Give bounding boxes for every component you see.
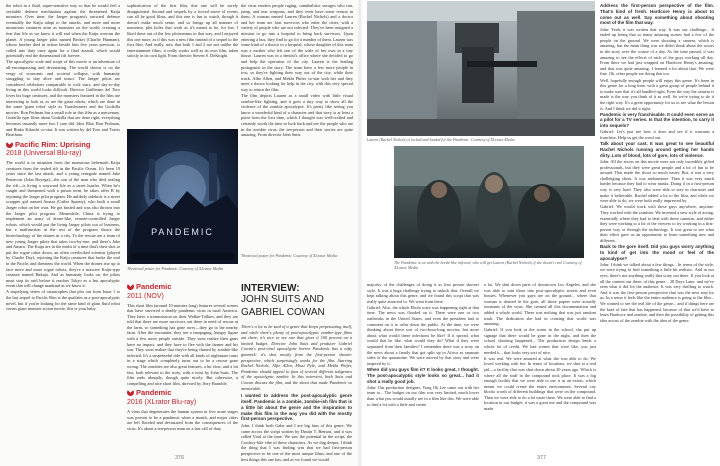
section-subtitle: 2016 (XLrator Blu-ray) [127,398,197,406]
section-heading [127,389,238,398]
body-paragraph: the virus renders people raging, cannibalistic savages who run, jump, and tear weapons, and they even have some reason in them. A woman named Lauren (Rachel Nichols) and a doctor and her team are four survivors who enter the cities, with a variety of people who are not infected. They've been assigned a mission to go into a hospital to bring back survivors. Upon entering a bus, they find to go for a number of them. Lauren was some kind of a doctor in a hospital, whose daughter of this team was a mother who left one of the scale of her own in a tiny house. Lauren was in a dentist's office where she decided to go and help the operation of the city. Lauren is the leading protagonist in the story. The team have a few more people in tow, so they're fighting their way out of the city, while their truck. Alfie Allen, and Mekhi Phifer co-star with her and they meet a doctor looking for help in the city, with this very special way to return the film. [241,3,353,92]
poster-caption: Theatrical poster for Pandemic. Courtesy of XLrator Media [127,266,223,271]
left-column-2-top [127,3,238,129]
poster-title: PANDEMIC [151,227,214,237]
interview-heading: INTERVIEW: [241,283,300,294]
section-title: Pandemic [136,282,172,291]
body-paragraph: sophistication of the first film, this one will be sorely disappointed. Second and sequels by a forced move of events can all be good films, and this one is fun to watch, though it doesn't make much sense, and so brings up all manner of nonsense, plot holes that work as it's meant to be, for fun. I liked these out of the few plotstreams in that way, and I enjoyed this one more, as if this was a new film instead of a sequel to the first film. And really, now that both 1 and 2 are not unlike the entertainment films, it really works well as its own film, taken strictly in its own light. From director Steven S. DeKnight. [127,3,238,59]
section-heading [127,283,238,292]
body-paragraph: A stupefying series of catastrophes that plot out from Issue 1 to the last sequel to Pacific Rim is the qualities as a post-apocalyptic novel, but if you're looking for the same kind of giant fluid robot versus giant monster action movie, this is your baby. [6,289,120,312]
body-paragraph: The film depicts Lauren as a small video with little visual zombie-like fighting, and it goes a tiny way to show all the violence of the zombie apocalypse. It's pretty like seeing you know a wonderful kind of a character and that story is at least a point from the first time, which I thought was well-crafted and certainly worth the time to look back and see the people who are in the zombie virus, the ten-person and their stories are quite amazing. From director John Suits. [241,93,353,138]
pacman-bullet-icon [127,389,134,396]
movie-still-photo-infected [394,146,584,258]
interview-answer: John: I think we talked about a few things... In terms of the style, we were trying to find something a little bit realistic. And in our eyes, there's not anything really that scary out there. If you look at all the content out there, of this genre... 28 Days Later, and we've seen what it did for the audience. It was very thrilling to watch. And it was the first-person perspective that was the next step for us. In a sense it feels like the entire audience is going to the film... We wanted to see the real life of the genre... and if things here are the kind of fate that has happened, because of that we'd have to learn Hardcore and zombie, and then the possibility of getting this idea across of the zombie with the idea of the genre. [600,261,714,323]
poster-credit-strip [131,253,234,260]
section-subtitle: 2018 (Universal Blu-ray) [6,150,82,158]
page-gutter [357,0,363,466]
interview-answer: John: Yeah, it was written that way. It was our challenge... It ended up being that so many amazing stories had a few of the people on the ground. We were shooting a camera, which is amazing, but the main thing was we didn't think about the actors in the story over the course of a day. As the time passed, it was amazing to see the effects of each of the guys working all day. From there we had just wrapped on Hardcore Henry's amazing, and that was quite amazing. I learned a lot about that. We were fine. Ok, other people are doing that too. [600,26,714,77]
section-title: Pandemic [136,388,172,398]
right-column-3 [600,3,714,455]
body-paragraph: the robot in a fluid, super-sensitive way so that he would feel a veritable defense mechanism against the threatened Kaiju monsters. Over time, the Jaeger program's outward defense eventually the Kaiju adapt to the attacks, and more and more monstrous creatures arise as monsters on the world, creating a fear that life as we know it will end when the Kaiju overrun the planet. A young Jaeger pilot named Becket (Charlie Hunnam), whose brother died in action beside him five years previous, is called into duty once again for a final assault, which would potentially end the dimensional rift forever. [6,3,120,59]
interview-question: When did you guys film it? It looks great, I thought. The post-apocalyptic style looks so great... had it shot a really good job. [367,366,479,384]
body-paragraph: The world is in ruination from the monstrous behemoth Kaiju creatures from the sealed rift in the Pacific Ocean. It's been 10 years since the last attack, and a young renegade named Jake Pentecost (John Boyega)—the son of the man who died sealing the rift—is living a wayward life as a street hustler. When he's caught and threatened with a prison term, he takes offer B by rejoining the Jaeger pilot program. He unlikely sidekick is a street scrapper girl named Amara (Cailee Spaeny), who built a small Jaeger robot on her own. He got busted and was also thrown into the Jaeger pilot program. Meanwhile, China is trying to implement an army of drone-like, remote-controlled Jaeger robots, which would put the living Jaeger pilots out of business, but a malfunction in the rest of the program shows the biotechnology of the drones in a city. To the rescue are a team of new young Jaeger pilots that takes two-by-one, and there's Jake and Amara. The Kaiju are in the midst of a time that's their shot to put the rogue robot down, an often overlooked scientist (played by Charlie Day), rejoining the Kaiju creatures that broke the seal in the Pacific and threatens the world. When the drones rise up to face more and more rogue robots, they're a massive Kaiju-type creature named Hakuja. And as humanity looks on, the pilots must stop its raid before it reaches Tokyo as a last apocalyptic event that will change mankind as we know it. [6,160,120,289]
body-paragraph: It was real. We were amazed at what she was able to do. We loved working with her. In terms of locations, we shot at a real jail—a facility that was shut down about 20 years ago. Which is where all the stuff in the compound took place. It was a big enough facility that we were able to use it as an extras, which meant we could create the entire environment. Several city blocks worth of different buildings that were on the compound. Then we were able to do a lot more there. We were able to find a location in our budget; it was a great use and the compound was made. [484,355,596,412]
interview-answer: Gabriel: Let's just see how it does and see if it warrants a franchise. Help us get the word out. [600,129,714,141]
photo2-artwork [394,146,584,258]
right-column-2 [484,282,596,454]
page-number-left: 376 [175,455,185,461]
section-title: Pacific Rim: Uprising [15,139,91,149]
pacman-bullet-icon [127,283,134,290]
interview-answer: John: I think both Gabe and I are big fans of this genre. We came across the script written by Dustin T. Benson, and it was called Viral at the time. We saw the potential in the script, the Cowboy-like vibe of these characters. As we dug deeper, I think the thing that I was finding was that we had first-person perspective to be one of the most unique films, and one of the best things this one has, and as we found we would [241,423,352,462]
interview-question: Talk about your cast. It was great to see beautiful Rachel Nichols running around getting her hands dirty. Lots of blood, lots of gore, lots of violence. [600,141,714,158]
page-number-right: 377 [537,455,547,461]
pacman-bullet-icon [6,141,13,148]
body-paragraph: This short film (around 10 minutes long) features several scenes that have survived a deadly pandemic virus in rural America. They have a transmission on their Walkie-Talkies, and they are told that there are more survivors out there in need of rescue at the farm, so something has gone awry—they go to the nearby farm. After the encounter, they see a rampaging, hungry figure with a few more people outside. They soon realize their guns have no impact, and they have to flee with the farmer and his son. They soon realize that they're being chased by zombie-like infected. It's a suspenseful ride with all kinds of nightmare turns in a stage which completely turns out to be a rescue gone wrong. The zombies are also great features, a bit slow, and a bit fast, both relevant to the story, with a twist by John Suits. The film ends abruptly, though quite nicely. But otherwise, a compelling and nice short film, directed by Jerry Bramble. [127,302,238,386]
section-heading [6,141,120,150]
photo2-caption: The Pandemic is on with the horde-like infected, who will get Lauren (Rachel Nichols) if she doesn't run! Courtesy of XLrator Media [394,260,582,270]
left-column-2-bottom [127,283,238,459]
left-column-3-top [241,3,353,251]
interview-answer: John: All the actors on this movie were not only incredibly gifted professionals, but they were great people and a lot of fun to be around. That made the shoot so much easier. But, it was a very challenging shoot. It was midsummer. Then it was very much harder because they had to wear masks. Doing it in a first-person way is very hard. They also were able to stay in character and make it believable. Rachel added a lot to the film, and while we were able to do, we were both really impressed by. [600,159,714,204]
interview-question: Address the first-person perspective of the film. That's kind of fresh. Hardcore Henry is about to come out as well. Say something about shooting most of the film that way. [600,3,714,26]
pandemic-poster-image [127,129,238,264]
body-paragraph: A virus that degenerates the human system in five acute stages was proven to be a pandemic when a month, and major cities are left flooded and devastated from the consequences of the virus. It's about a ten-person team on a last call of duty [127,408,238,431]
interview-answer: Gabriel: We would work with these guys anywhere, anytime. They worked with the zombies. We invested a new style of acting, essentially where they had to deal with these cameras, and either they were working to a lot of the viewers to try working in a first-person way or through the technology. It was great to see what their effort gave us an opportunity to learn something new and different. [600,204,715,243]
body-paragraph: Gabriel: Also, the whole Ebola scare was happening right at that time. The news was flooded on it. There were one or two outbreaks in the United States, and even the president had to comment on it to calm down the public. At the time, we were thinking about these sort of two-hour-long movies, but more about what would these infections be like? If it spread, what would that be like, what would they do? What if they were separated from their families? I remember there was a story on the news about a family that got split up in Africa as separate sides of the quarantine. We were moved by that story and were inspired by it. [367,304,479,366]
body-paragraph: The apocalyptic scale and scope of this movie is an adventure of all-encompassing and devastating. The world shown is on the verge of economic and societal collapse, with humanity struggling to stay alive and intact. The Jaeger pilots are considered celebrities comparable to rock stars, and day-to-day living in this world looks difficult. Director Guillermo del Toro loves his huge creatures, and the monsters featured in the film are interesting to look at, as are the giant robots, which are done in the same 'giant robot' style as Transformers and the Godzilla movies. Ron Perlman has a small role in this film as a mercenary. Godzilla type films about Godzilla that are done right, everything becomes instantly more fun. I sure did. Idris Elba, Ron Perlman, and Rinko Kikuchi co-star. It was written by del Toro and Travis Beacham. [6,59,120,138]
interview-answer: Well, hopefully enough people will enjoy this genre. It's been in this genre for a long time, with a great group of people behind it to make sure that it's all handled right. Even the way the camera is made is the way you think of it as well. So we're trying to do it the right way. It's a great opportunity for us to see what the lesson is. And I think we did it right. [600,77,714,111]
photo1-artwork [367,1,595,136]
section-subtitle: 2011 (NOV) [127,292,164,300]
interview-name-1: JOHN SUITS AND [241,294,324,305]
body-paragraph: a lot. We shut down parts of downtown Los Angeles, and she was able to turn those into post-apocalyptic streets and even houses. Whenever you guys are on the ground... where that woman is doused in the gore, all those papers were actually remnants of the virus. She created all this documentation and added a whole world. There was nothing that was just random trash. The dedication she had in creating that world was amazing. [484,282,596,327]
right-column-1 [367,282,479,454]
interview-question: Back to the gore itself. Did you guys worry anything to kind of get into the mood or feel of the apocalypse? [600,243,714,261]
interview-question: Pandemic is very franchisable. It could even serve as a pilot for a TV series. Is that the intention, to carry it into sequels? [600,111,714,129]
interview-intro-block [241,324,352,462]
interview-names [241,294,353,319]
interview-question: I wanted to address the post-apocalyptic genre itself. Pandemic is a zombie, zombie-ish film that is a little bit about the genre and the inspiration to make this film in the way you did with the mostly first-person perspective. [241,393,352,422]
body-paragraph: Gabriel: If you look at the scene in the school, she put up signage that there would be gone in the night, and then the school shooting happened... The production design lends a whole lot of credit. We had scenes that were like, you just needed it... that looks very sort of nice. [484,327,596,355]
interview-answer: John: Our production designer, Yong Ok Lee came out with her team to... The budget on our film was very limited, much lower than what you would usually see in a film like this. We were able to find a lot with a little and create [367,384,479,407]
movie-still-photo-lauren [367,1,595,136]
left-column-1 [6,3,120,453]
body-paragraph: majority of the challenges of doing it as first person shooter style. It was a huge challenge trying to unlock that. Overall we kept talking about this genre, and we found this script that was really quite attracted to. We went from there. [367,282,479,304]
photo-caption: Theatrical poster for Pandemic. Courtesy of XLrator Media [241,253,337,258]
interview-intro: There's a lot to be said of a genre that keeps perpetuating itself, and while there's plenty of post-apocalyptic zombie-type films out there, it's nice to see one that gives it 100 percent on a limited budget. Director John Suits and producer Gabriel Cowan's post-viral apocalyptic horror Pandemic has a nifty gimmick: it's shot mostly from the first-person shooter perspective, which surprisingly works for the film. Starring Rachel Nichols, Alfie Allen, Missi Pyle, and Mekhi Phifer, Pandemic should appeal to fans of several different subgenres of the apocalyptic zombie. In this interview, both Suits and Cowan discuss the film, and the shoot that made Pandemic so memorable. [241,324,352,391]
interview-name-2: GABRIEL COWAN [241,306,325,318]
photo1-caption: Lauren (Rachel Nichols) is locked and loaded for the Pandemic. Courtesy of XLrator Media [367,137,515,142]
poster-artwork [127,129,238,264]
